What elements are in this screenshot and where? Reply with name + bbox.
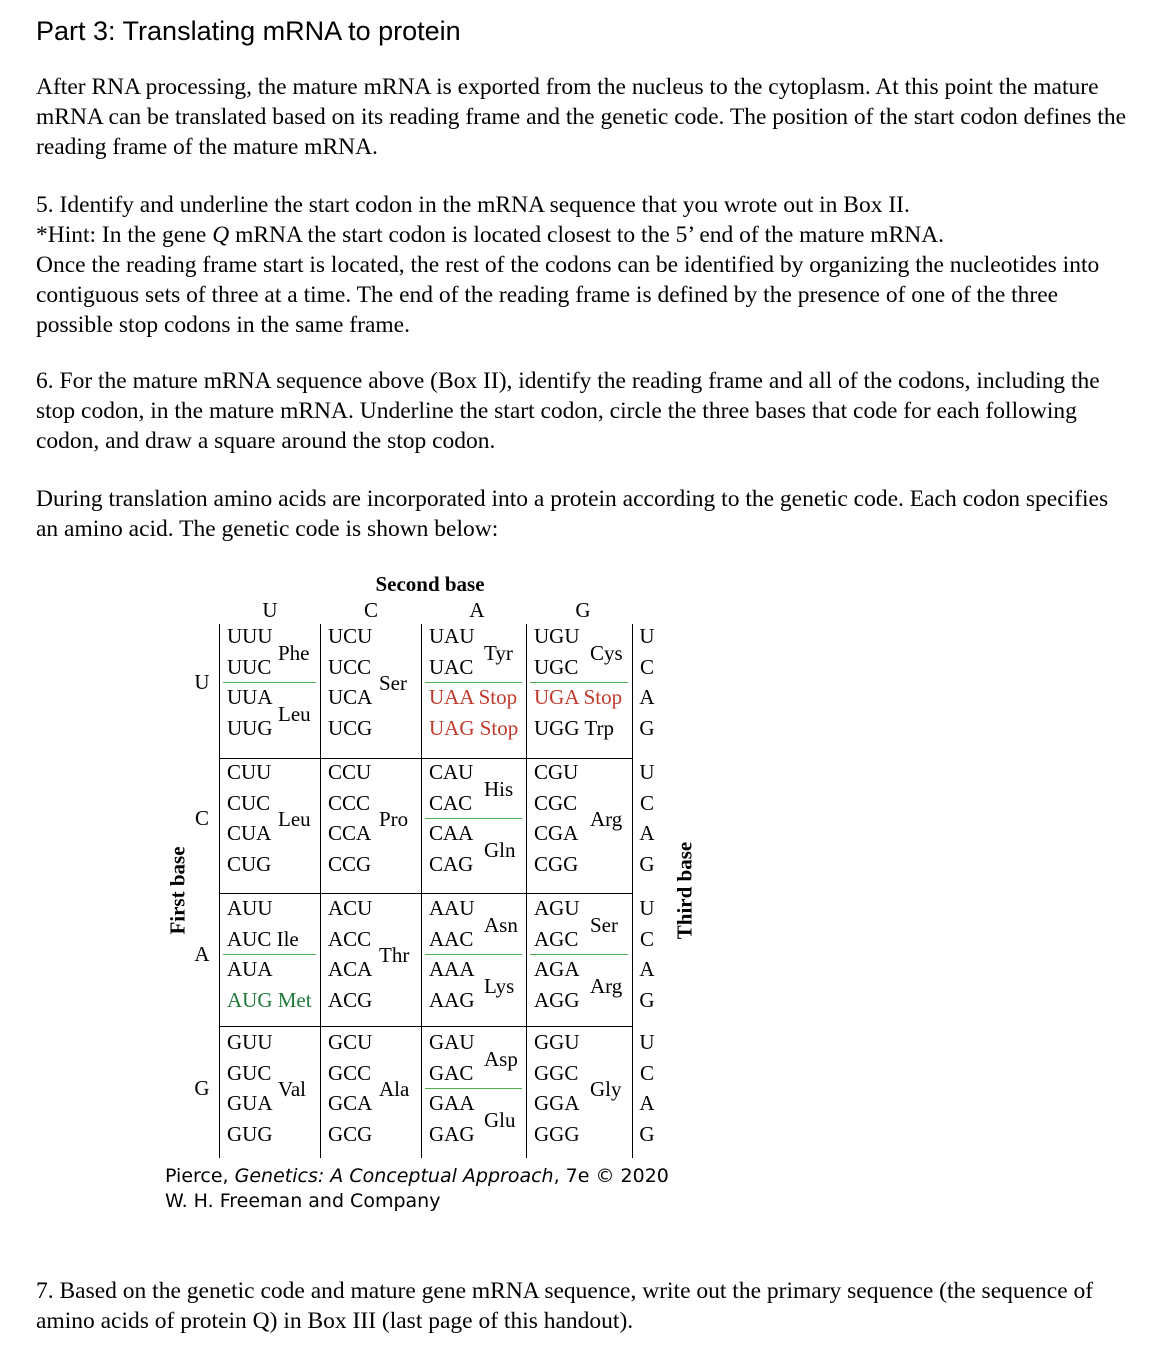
third-base-u: U [639, 624, 655, 648]
amino-acid-label: Leu [278, 701, 311, 726]
codon-cell: AGU [534, 896, 580, 920]
question-6: 6. For the mature mRNA sequence above (Box II), identify the reading frame and all of the codons, including the stop codon, in the mature mRNA. Underline the start codon, circle the three bases that code for each following codon, and draw a square around the stop codon. [36, 368, 1100, 454]
codon-cell: GGA [534, 1091, 580, 1115]
codon-cell: UAU [429, 624, 475, 648]
amino-acid-label: Asn [484, 912, 518, 937]
codon-cell: ACG [328, 987, 373, 1012]
amino-acid-label: Cys [590, 640, 623, 665]
third-base-label: Third base [672, 841, 697, 940]
codon-cell: UUU [227, 624, 273, 648]
amino-acid-label: Leu [278, 807, 311, 832]
third-base-g: G [639, 851, 655, 876]
codon-cell: UGU [534, 624, 580, 648]
codon-cell: UCA [328, 685, 373, 709]
third-base-c: C [639, 1060, 654, 1085]
amino-acid-label: Tyr [484, 640, 513, 665]
codon-cell: GCC [328, 1060, 372, 1085]
third-base-a: A [639, 685, 655, 709]
third-base-c: C [639, 790, 654, 815]
codon-cell: CCA [328, 821, 372, 845]
codon-cell: GUC [227, 1060, 272, 1085]
start-codon-cell: AUG Met [227, 987, 312, 1012]
third-base-u: U [639, 1030, 655, 1054]
codon-cell: ACA [328, 957, 373, 981]
second-base-u: U [262, 598, 278, 622]
third-base-c: C [639, 926, 654, 951]
codon-cell: GGU [534, 1030, 580, 1054]
codon-cell: CAU [429, 760, 474, 784]
amino-acid-label: His [484, 776, 514, 801]
amino-acid-label: Arg [590, 807, 623, 832]
codon-cell: UCG [328, 715, 373, 740]
figure-credit [165, 1164, 669, 1214]
codon-cell: CAC [429, 790, 473, 815]
codon-cell: CCG [328, 851, 372, 876]
codon-cell: AUC Ile [227, 926, 299, 951]
third-base-g: G [639, 987, 655, 1012]
codon-cell: GUU [227, 1030, 273, 1054]
second-base-g: G [575, 598, 591, 622]
amino-acid-label: Ser [379, 671, 407, 696]
codon-cell: CGG [534, 851, 579, 876]
first-base-g: G [194, 1075, 210, 1100]
amino-acid-label: Ser [590, 912, 618, 937]
amino-acid-label: Ala [379, 1077, 410, 1102]
third-base-g: G [639, 1121, 655, 1146]
amino-acid-label: Asp [484, 1046, 518, 1071]
grid-vline [320, 624, 321, 1158]
codon-cell: GAA [429, 1091, 475, 1115]
codon-cell: CUU [227, 760, 272, 784]
third-base-c: C [639, 654, 654, 679]
amino-acid-label: Gln [484, 837, 516, 862]
translation-intro: During translation amino acids are incorporated into a protein according to the genetic code. Each codon specifies an amino acid. The genetic code is shown below: [36, 486, 1109, 542]
codon-cell: UAG Stop [429, 715, 519, 740]
q5-rest: Once the reading frame start is located, the rest of the codons can be identified by organizing the nucleotides into contiguous sets of three at a time. The end of the reading frame is defined by the presence of one of the three possible stop codons in the same frame. [36, 252, 1100, 338]
group-divider [223, 954, 316, 955]
amino-acid-label: Arg [590, 973, 623, 998]
amino-acid-label: Gly [590, 1077, 622, 1102]
second-base-a: A [469, 598, 485, 622]
third-base-u: U [639, 896, 655, 920]
second-base-label: Second base [375, 572, 485, 596]
codon-cell: CGU [534, 760, 579, 784]
amino-acid-label: Pro [379, 807, 409, 832]
credit-pre: Pierce, [165, 1165, 235, 1187]
codon-cell: UUA [227, 685, 273, 709]
third-base-u: U [639, 760, 655, 784]
codon-cell: ACC [328, 926, 372, 951]
codon-cell: GAU [429, 1030, 475, 1054]
codon-cell: ACU [328, 896, 373, 920]
group-divider [223, 682, 316, 683]
amino-acid-label: Val [278, 1077, 306, 1102]
codon-cell: UUC [227, 654, 272, 679]
grid-vline [421, 624, 422, 1158]
codon-cell: UCU [328, 624, 373, 648]
grid-vline [632, 624, 633, 1158]
amino-acid-label: Thr [379, 943, 410, 968]
amino-acid-label: Glu [484, 1107, 516, 1132]
q5-line1: 5. Identify and underline the start codon in the mRNA sequence that you wrote out in Box II. [36, 192, 910, 218]
codon-cell: CUA [227, 821, 272, 845]
group-divider [425, 682, 522, 683]
codon-cell: UGG Trp [534, 715, 614, 740]
q5-hint-gene: Q [212, 222, 230, 248]
group-divider [425, 818, 522, 819]
first-base-u: U [194, 669, 210, 694]
credit-post: , 7e © 2020 [553, 1165, 669, 1187]
codon-cell: GCA [328, 1091, 373, 1115]
first-base-a: A [194, 941, 210, 966]
third-base-a: A [639, 1091, 655, 1115]
grid-hline [219, 1026, 632, 1027]
question-7: 7. Based on the genetic code and mature gene mRNA sequence, write out the primary sequence (the sequence of amino acids of protein Q) in Box III (last page of this handout). [36, 1278, 1094, 1334]
codon-cell: GAC [429, 1060, 474, 1085]
credit-publisher: W. H. Freeman and Company [165, 1190, 441, 1212]
codon-cell: AAG [429, 987, 475, 1012]
codon-cell: AAU [429, 896, 475, 920]
question-5 [36, 190, 1136, 340]
amino-acid-label: Phe [278, 640, 310, 665]
codon-cell: CAA [429, 821, 474, 845]
codon-cell: UGC [534, 654, 579, 679]
grid-hline [219, 758, 632, 759]
codon-cell: GUA [227, 1091, 273, 1115]
codon-cell: GGG [534, 1121, 580, 1146]
codon-cell: UAC [429, 654, 474, 679]
codon-cell: GGC [534, 1060, 579, 1085]
codon-cell: AUU [227, 896, 273, 920]
codon-cell: AUA [227, 957, 273, 981]
q5-hint-pre: *Hint: In the gene [36, 222, 213, 248]
codon-cell: CGC [534, 790, 578, 815]
second-base-c: C [363, 598, 378, 622]
first-base-label: First base [165, 846, 190, 935]
codon-cell: AAC [429, 926, 474, 951]
q5-hint-post: mRNA the start codon is located closest to the 5’ end of the mature mRNA. [229, 222, 945, 248]
first-base-c: C [194, 805, 209, 830]
third-base-a: A [639, 821, 655, 845]
intro-paragraph: After RNA processing, the mature mRNA is exported from the nucleus to the cytoplasm. At this point the mature mRNA can be translated based on its reading frame and the genetic code. The position of the start codon defines the reading frame of the mature mRNA. [36, 74, 1127, 160]
codon-cell: AGA [534, 957, 580, 981]
codon-cell: UUG [227, 715, 273, 740]
codon-cell: UCC [328, 654, 372, 679]
third-base-g: G [639, 715, 655, 740]
codon-cell: CGA [534, 821, 579, 845]
codon-cell: GCU [328, 1030, 373, 1054]
codon-cell: UGA Stop [534, 685, 623, 709]
amino-acid-label: Lys [484, 973, 515, 998]
codon-cell: CUG [227, 851, 272, 876]
codon-cell: CCU [328, 760, 372, 784]
codon-cell: AAA [429, 957, 475, 981]
codon-cell: GUG [227, 1121, 273, 1146]
grid-vline [526, 624, 527, 1158]
group-divider [425, 954, 522, 955]
group-divider [425, 1088, 522, 1089]
codon-cell: GAG [429, 1121, 475, 1146]
codon-cell: AGC [534, 926, 579, 951]
codon-cell: UAA Stop [429, 685, 518, 709]
section-title: Part 3: Translating mRNA to protein [36, 16, 461, 46]
group-divider [530, 954, 628, 955]
group-divider [530, 682, 628, 683]
codon-cell: CCC [328, 790, 371, 815]
codon-cell: CAG [429, 851, 474, 876]
third-base-a: A [639, 957, 655, 981]
grid-vline [219, 624, 220, 1158]
codon-cell: AGG [534, 987, 580, 1012]
codon-cell: CUC [227, 790, 271, 815]
grid-hline [219, 893, 632, 894]
credit-book-title: Genetics: A Conceptual Approach [234, 1165, 554, 1187]
codon-cell: GCG [328, 1121, 373, 1146]
